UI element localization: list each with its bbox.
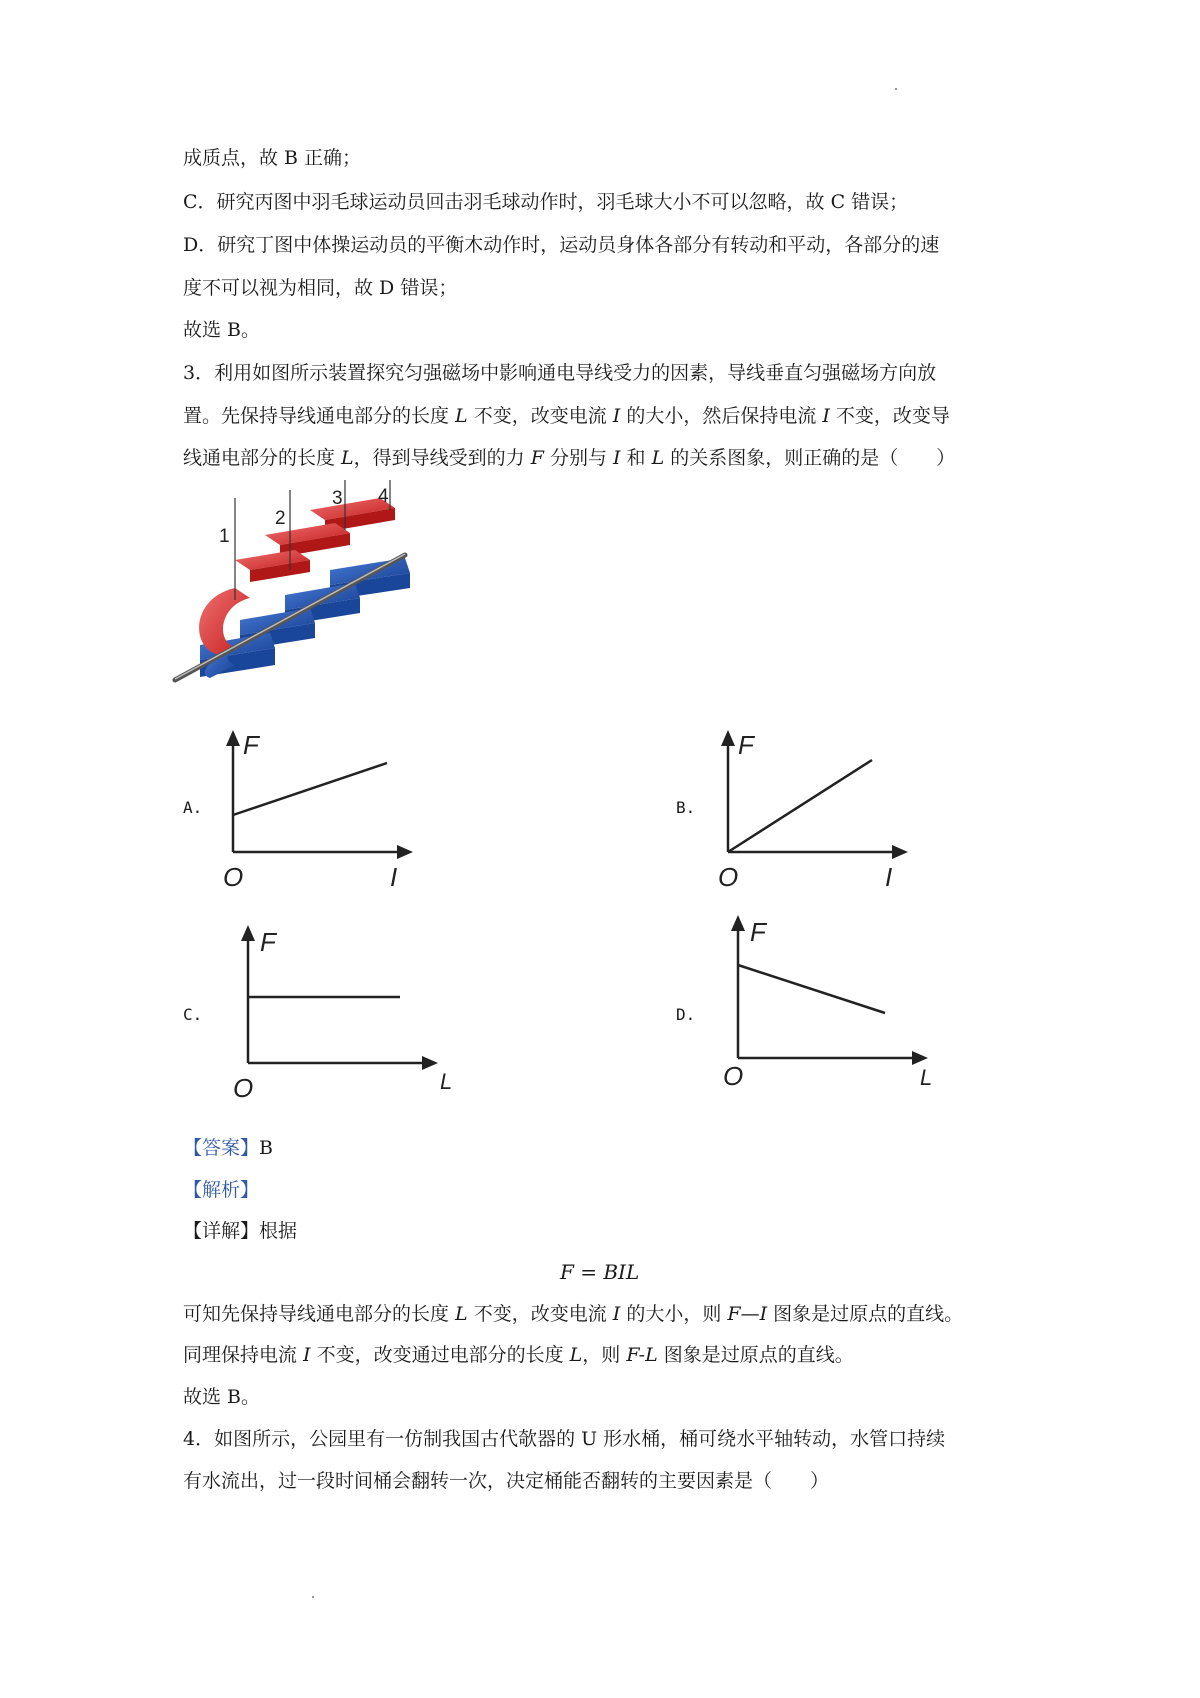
- y-axis-label: F: [750, 917, 766, 947]
- prev-line-1: 成质点，故 B 正确；: [183, 147, 362, 169]
- option-d-graph[interactable]: [720, 905, 940, 1090]
- x-axis-arrow-icon: [397, 845, 413, 859]
- wire-label-1: 1: [219, 526, 230, 547]
- y-axis-label: F: [738, 730, 754, 760]
- scan-dot: [312, 1596, 314, 1598]
- magnet-blue-poles: [200, 558, 410, 677]
- q4-line-1: 4．如图所示，公园里有一仿制我国古代欹器的 U 形水桶，桶可绕水平轴转动，水管口持续: [183, 1428, 946, 1450]
- option-c-label[interactable]: C.: [183, 1005, 203, 1024]
- x-axis-label: I: [885, 862, 893, 892]
- option-c-graph[interactable]: [230, 915, 453, 1103]
- graph-line: [728, 760, 872, 852]
- y-axis-arrow-icon: [241, 925, 255, 941]
- origin-label: O: [233, 1073, 254, 1103]
- x-axis-label: L: [440, 1069, 453, 1094]
- graph-line: [738, 965, 885, 1013]
- prev-line-5: 故选 B。: [183, 319, 261, 341]
- formula: F = BIL: [560, 1260, 640, 1284]
- answer-line: [183, 1136, 273, 1160]
- origin-label: O: [223, 862, 244, 892]
- x-axis-arrow-icon: [912, 1051, 928, 1065]
- q3-line-1: 3．利用如图所示装置探究匀强磁场中影响通电导线受力的因素，导线垂直匀强磁场方向放: [183, 362, 937, 384]
- x-axis-arrow-icon: [892, 845, 908, 859]
- prev-line-4: 度不可以视为相同，故 D 错误；: [183, 277, 458, 299]
- graph-line: [233, 763, 387, 815]
- y-axis-arrow-icon: [731, 915, 745, 931]
- magnet-apparatus-figure: [180, 480, 460, 700]
- option-a-graph[interactable]: [215, 720, 435, 890]
- detail-tag: 【详解】: [183, 1220, 260, 1242]
- prev-line-3: D．研究丁图中体操运动员的平衡木动作时，运动员身体各部分有转动和平动，各部分的速: [183, 234, 940, 256]
- x-axis-label: L: [920, 1065, 933, 1090]
- explanation-line-2: 同理保持电流 I 不变，改变通过电部分的长度 L，则 F-L 图象是过原点的直线。: [183, 1344, 854, 1366]
- q4-line-2: 有水流出，过一段时间桶会翻转一次，决定桶能否翻转的主要因素是（ ）: [183, 1470, 830, 1492]
- q3-line-3: 线通电部分的长度 L，得到导线受到的力 F 分别与 I 和 L 的关系图象，则正确的是（ ）: [183, 447, 956, 469]
- answer-value: B: [259, 1137, 273, 1159]
- q3-line-2: 置。先保持导线通电部分的长度 L 不变，改变电流 I 的大小，然后保持电流 I 不变，改变导: [183, 405, 950, 427]
- analysis-line: [183, 1178, 259, 1202]
- option-b-label[interactable]: B.: [676, 798, 696, 817]
- wire-label-4: 4: [378, 486, 389, 507]
- y-axis-arrow-icon: [226, 730, 240, 746]
- wire-label-2: 2: [275, 508, 286, 529]
- wire-label-3: 3: [332, 488, 343, 509]
- explanation-line-1: 可知先保持导线通电部分的长度 L 不变，改变电流 I 的大小，则 F—I 图象是过原点的直线。: [183, 1303, 964, 1325]
- analysis-tag: 【解析】: [183, 1179, 260, 1201]
- origin-label: O: [718, 862, 739, 892]
- y-axis-arrow-icon: [721, 730, 735, 746]
- conclusion-line: 故选 B。: [183, 1386, 261, 1408]
- x-axis-arrow-icon: [422, 1056, 438, 1070]
- detail-line: 【详解】根据: [183, 1220, 298, 1242]
- x-axis-label: I: [390, 862, 398, 892]
- origin-label: O: [723, 1061, 744, 1091]
- prev-line-2: C．研究丙图中羽毛球运动员回击羽毛球动作时，羽毛球大小不可以忽略，故 C 错误；: [183, 191, 909, 213]
- y-axis-label: F: [260, 927, 276, 957]
- option-d-label[interactable]: D.: [676, 1005, 696, 1024]
- option-b-graph[interactable]: [710, 720, 930, 890]
- y-axis-label: F: [243, 730, 259, 760]
- option-a-label[interactable]: A.: [183, 798, 203, 817]
- scan-dot: [895, 88, 897, 90]
- answer-tag: 【答案】: [183, 1137, 260, 1159]
